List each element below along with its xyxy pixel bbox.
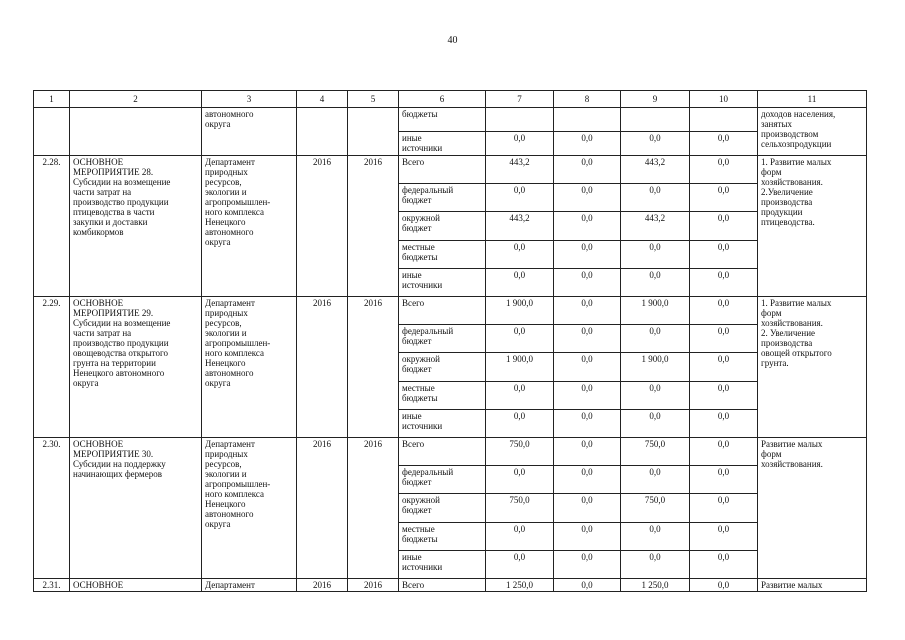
value-cell: 443,2 [486,156,554,184]
value-cell: 0,0 [554,551,621,579]
value-cell: 0,0 [690,269,758,297]
value-cell: 1 900,0 [486,297,554,325]
funding-source: федеральный бюджет [399,466,486,494]
section-number: 2.29. [34,297,70,438]
value-cell: 0,0 [690,184,758,212]
value-cell: 1 900,0 [621,353,690,382]
col-header: 7 [486,91,554,108]
year-end: 2016 [348,156,399,297]
value-cell: 0,0 [690,438,758,466]
col-header: 8 [554,91,621,108]
value-cell: 0,0 [486,132,554,156]
value-cell: 0,0 [486,269,554,297]
value-cell: 0,0 [690,297,758,325]
value-cell: 1 900,0 [486,353,554,382]
value-cell: 0,0 [554,297,621,325]
measure-name: ОСНОВНОЕ МЕРОПРИЯТИЕ 29. Субсидии на возмещение части затрат на производство продукции овощеводства открытого грунта на территории Ненецкого автономного округа [70,297,202,438]
col-header: 10 [690,91,758,108]
col-header: 11 [758,91,867,108]
funding-source: Всего [399,156,486,184]
value-cell: 0,0 [690,551,758,579]
page-number: 40 [447,35,458,46]
department: Департамент природных ресурсов, экологии и агропромышлен- ного комплекса Ненецкого автономного округа [202,438,297,579]
value-cell: 0,0 [486,325,554,353]
value-cell: 0,0 [621,523,690,551]
funding-source: окружной бюджет [399,494,486,523]
funding-source: местные бюджеты [399,382,486,410]
value-cell: 0,0 [554,523,621,551]
source-cell: бюджеты [399,108,486,132]
value-cell: 0,0 [554,184,621,212]
value-cell: 0,0 [690,325,758,353]
value-cell: 1 900,0 [621,297,690,325]
expected-result: Развитие малых [758,579,867,592]
value-cell: 0,0 [554,132,621,156]
value-cell: 0,0 [690,466,758,494]
value-cell: 443,2 [621,156,690,184]
value-cell: 0,0 [554,353,621,382]
measure-name: ОСНОВНОЕ МЕРОПРИЯТИЕ 30. Субсидии на поддержку начинающих фермеров [70,438,202,579]
value-cell: 0,0 [486,410,554,438]
department: Департамент природных ресурсов, экологии и агропромышлен- ного комплекса Ненецкого автономного округа [202,297,297,438]
num-cell [34,108,70,156]
value-cell: 750,0 [486,494,554,523]
value-cell [690,108,758,132]
year-start: 2016 [297,156,348,297]
value-cell: 0,0 [554,410,621,438]
value-cell: 0,0 [554,156,621,184]
value-cell: 0,0 [554,579,621,592]
year-start: 2016 [297,579,348,592]
year-end: 2016 [348,297,399,438]
col-header: 3 [202,91,297,108]
value-cell: 0,0 [690,241,758,269]
section-number: 2.30. [34,438,70,579]
value-cell: 0,0 [621,269,690,297]
table-row [34,156,867,184]
value-cell [486,108,554,132]
value-cell: 0,0 [621,184,690,212]
expected-result: Развитие малых форм хозяйствования. [758,438,867,579]
table-row [34,297,867,325]
value-cell: 0,0 [554,466,621,494]
expected-result: 1. Развитие малых форм хозяйствования. 2.Увеличение производства продукции птицеводства. [758,156,867,297]
header-row [34,91,867,108]
value-cell: 0,0 [621,466,690,494]
funding-source: иные источники [399,410,486,438]
value-cell: 750,0 [621,494,690,523]
value-cell: 0,0 [554,325,621,353]
value-cell: 0,0 [486,551,554,579]
value-cell: 1 250,0 [486,579,554,592]
value-cell: 0,0 [554,382,621,410]
funding-source: федеральный бюджет [399,325,486,353]
funding-source: федеральный бюджет [399,184,486,212]
year-end-cell [348,108,399,156]
result-cell: доходов населения, занятых производством сельхозпродукции [758,108,867,156]
value-cell: 0,0 [690,156,758,184]
value-cell: 0,0 [621,241,690,269]
table-row [34,438,867,466]
value-cell: 0,0 [486,241,554,269]
value-cell: 750,0 [486,438,554,466]
value-cell: 443,2 [486,212,554,241]
value-cell: 0,0 [621,410,690,438]
funding-source: Всего [399,297,486,325]
value-cell: 0,0 [486,466,554,494]
value-cell: 0,0 [554,269,621,297]
year-end: 2016 [348,438,399,579]
value-cell: 750,0 [621,438,690,466]
value-cell: 0,0 [621,132,690,156]
value-cell [621,108,690,132]
value-cell: 0,0 [554,241,621,269]
funding-source: иные источники [399,269,486,297]
funding-source: местные бюджеты [399,523,486,551]
dept-cell: автономного округа [202,108,297,156]
funding-source: Всего [399,579,486,592]
funding-source: окружной бюджет [399,353,486,382]
funding-source: местные бюджеты [399,241,486,269]
table-row [34,579,867,592]
value-cell: 0,0 [554,494,621,523]
department: Департамент природных ресурсов, экологии и агропромышлен- ного комплекса Ненецкого автономного округа [202,156,297,297]
section-number: 2.31. [34,579,70,592]
value-cell: 0,0 [621,325,690,353]
year-start: 2016 [297,438,348,579]
value-cell: 0,0 [690,494,758,523]
funding-source: окружной бюджет [399,212,486,241]
col-header: 9 [621,91,690,108]
department: Департамент [202,579,297,592]
col-header: 5 [348,91,399,108]
measure-name: ОСНОВНОЕ [70,579,202,592]
value-cell: 0,0 [690,579,758,592]
year-end: 2016 [348,579,399,592]
value-cell: 0,0 [486,382,554,410]
source-cell: иные источники [399,132,486,156]
col-header: 6 [399,91,486,108]
year-start: 2016 [297,297,348,438]
value-cell [554,108,621,132]
value-cell: 0,0 [554,212,621,241]
measure-name: ОСНОВНОЕ МЕРОПРИЯТИЕ 28. Субсидии на возмещение части затрат на производство продукции птицеводства в части закупки и доставки комбикормов [70,156,202,297]
value-cell: 0,0 [554,438,621,466]
value-cell: 0,0 [486,523,554,551]
table-row [34,108,867,132]
value-cell: 0,0 [690,353,758,382]
value-cell: 0,0 [486,184,554,212]
value-cell: 0,0 [690,382,758,410]
col-header: 1 [34,91,70,108]
value-cell: 0,0 [690,132,758,156]
program-table [33,90,867,592]
value-cell: 0,0 [621,551,690,579]
name-cell [70,108,202,156]
expected-result: 1. Развитие малых форм хозяйствования. 2. Увеличение производства овощей открытого грунта. [758,297,867,438]
value-cell: 0,0 [690,410,758,438]
value-cell: 443,2 [621,212,690,241]
value-cell: 0,0 [621,382,690,410]
year-start-cell [297,108,348,156]
value-cell: 0,0 [690,212,758,241]
funding-source: иные источники [399,551,486,579]
section-number: 2.28. [34,156,70,297]
col-header: 2 [70,91,202,108]
funding-source: Всего [399,438,486,466]
value-cell: 0,0 [690,523,758,551]
value-cell: 1 250,0 [621,579,690,592]
col-header: 4 [297,91,348,108]
